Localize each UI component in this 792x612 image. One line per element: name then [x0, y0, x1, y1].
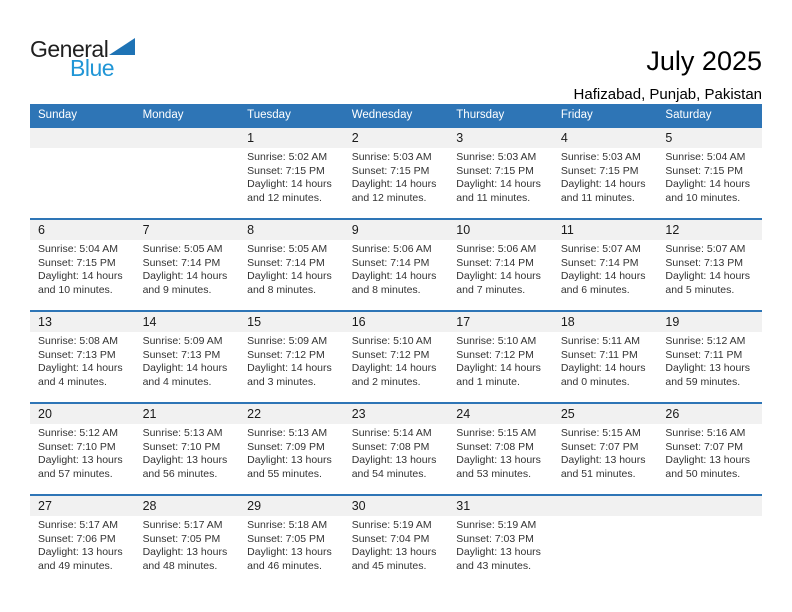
day-number [30, 128, 135, 148]
weekday-monday: Monday [142, 109, 184, 121]
day-cell [553, 516, 658, 586]
day-detail-line: Sunset: 7:07 PM [560, 440, 639, 453]
day-cell [239, 240, 344, 310]
day-detail-line: Sunset: 7:15 PM [560, 164, 639, 177]
day-detail-line: Sunset: 7:14 PM [351, 256, 430, 269]
day-detail-line: Sunset: 7:14 PM [560, 256, 639, 269]
day-number-band [30, 496, 762, 516]
day-number: 5 [665, 131, 673, 145]
day-detail-line: Sunrise: 5:10 AM [456, 335, 537, 347]
day-detail-line: and 6 minutes. [560, 283, 630, 296]
day-detail-line: Sunrise: 5:17 AM [38, 519, 118, 531]
day-detail-line: Daylight: 14 hours [665, 270, 751, 282]
day-detail-line: Daylight: 13 hours [560, 454, 646, 466]
day-number: 19 [665, 315, 680, 329]
day-detail-line: Daylight: 14 hours [38, 362, 123, 374]
day-detail-line: Daylight: 14 hours [247, 362, 332, 374]
day-detail-line: and 8 minutes. [351, 283, 421, 296]
day-detail-line: and 5 minutes. [665, 283, 735, 296]
day-number: 29 [247, 499, 262, 513]
day-cell [135, 516, 240, 586]
day-detail-line: and 12 minutes. [247, 191, 322, 204]
day-detail-line: Sunset: 7:05 PM [142, 532, 221, 545]
day-number: 15 [247, 315, 262, 329]
day-detail-line: Sunset: 7:13 PM [142, 348, 221, 361]
day-detail-line: and 48 minutes. [142, 559, 218, 572]
day-detail-line: Sunset: 7:07 PM [665, 440, 744, 453]
day-detail-line: Daylight: 13 hours [247, 546, 332, 558]
day-number: 13 [38, 315, 52, 329]
day-detail-line: Sunset: 7:14 PM [247, 256, 325, 269]
logo-text-general: General [30, 36, 109, 62]
day-detail-line: Sunrise: 5:12 AM [38, 427, 118, 439]
day-detail-line: Sunset: 7:10 PM [142, 440, 221, 453]
day-cell [135, 332, 240, 402]
day-detail-line: and 54 minutes. [351, 467, 427, 480]
day-detail-line: Sunrise: 5:08 AM [38, 335, 118, 347]
day-cell [239, 332, 344, 402]
day-number [135, 128, 240, 148]
day-detail-line: and 10 minutes. [38, 283, 113, 296]
day-cell [657, 424, 762, 494]
day-detail-line: and 56 minutes. [142, 467, 218, 480]
day-number: 16 [351, 315, 366, 329]
day-cell [657, 148, 762, 218]
day-detail-line: and 11 minutes. [560, 191, 635, 204]
day-detail-line: Sunrise: 5:02 AM [247, 151, 328, 163]
day-detail-line: Sunrise: 5:03 AM [351, 151, 432, 163]
day-number: 17 [456, 315, 471, 329]
day-content-row [30, 148, 762, 218]
day-content-row [30, 332, 762, 402]
day-detail-line: and 9 minutes. [142, 283, 212, 296]
day-cell [344, 516, 449, 586]
day-detail-line: Sunrise: 5:11 AM [560, 335, 641, 347]
day-detail-line: Sunset: 7:06 PM [38, 532, 116, 545]
day-detail-line: Daylight: 14 hours [351, 362, 437, 374]
day-number-band [30, 312, 762, 332]
top-bar [30, 0, 762, 104]
day-cell [553, 332, 658, 402]
day-cell [657, 240, 762, 310]
day-cell [30, 516, 135, 586]
day-detail-line: Sunset: 7:12 PM [456, 348, 534, 361]
day-number: 1 [247, 131, 255, 145]
day-number: 27 [38, 499, 52, 513]
day-detail-line: and 8 minutes. [247, 283, 317, 296]
day-detail-line: and 57 minutes. [38, 467, 113, 480]
day-detail-line: Sunset: 7:15 PM [38, 256, 116, 269]
weekday-friday: Friday [560, 109, 593, 121]
day-detail-line: Daylight: 13 hours [665, 454, 751, 466]
day-cell [239, 516, 344, 586]
day-detail-line: Sunrise: 5:19 AM [456, 519, 537, 531]
weekday-header-row [30, 104, 762, 126]
day-number: 21 [142, 407, 157, 421]
day-number: 2 [351, 131, 359, 145]
day-detail-line: Daylight: 14 hours [351, 270, 437, 282]
day-detail-line: Sunset: 7:10 PM [38, 440, 116, 453]
day-cell [344, 332, 449, 402]
day-number: 25 [560, 407, 575, 421]
weekday-saturday: Saturday [665, 109, 712, 121]
day-cell [344, 148, 449, 218]
day-number [553, 496, 658, 516]
day-number-band [30, 220, 762, 240]
day-detail-line: Daylight: 14 hours [142, 270, 228, 282]
day-detail-line: Sunset: 7:11 PM [665, 348, 743, 361]
day-detail-line: Sunset: 7:09 PM [247, 440, 325, 453]
day-detail-line: and 45 minutes. [351, 559, 427, 572]
day-detail-line: Sunset: 7:14 PM [142, 256, 221, 269]
day-detail-line: and 10 minutes. [665, 191, 741, 204]
day-number: 10 [456, 223, 471, 237]
day-detail-line: Sunset: 7:11 PM [560, 348, 638, 361]
day-number-band [30, 128, 762, 148]
day-detail-line: and 46 minutes. [247, 559, 322, 572]
day-number: 12 [665, 223, 680, 237]
day-detail-line: and 49 minutes. [38, 559, 113, 572]
day-detail-line: Sunrise: 5:03 AM [456, 151, 537, 163]
day-detail-line: Daylight: 13 hours [38, 454, 123, 466]
day-detail-line: Daylight: 14 hours [247, 270, 332, 282]
day-number [657, 496, 762, 516]
day-number-band [30, 404, 762, 424]
day-detail-line: Sunrise: 5:12 AM [665, 335, 746, 347]
day-number: 30 [351, 499, 366, 513]
day-detail-line: Sunrise: 5:18 AM [247, 519, 328, 531]
day-cell [448, 516, 553, 586]
day-detail-line: Sunrise: 5:19 AM [351, 519, 432, 531]
day-detail-line: Sunrise: 5:17 AM [142, 519, 223, 531]
day-detail-line: Daylight: 14 hours [560, 178, 646, 190]
week-row [30, 218, 762, 310]
day-detail-line: Sunrise: 5:13 AM [247, 427, 328, 439]
week-row [30, 126, 762, 218]
week-row [30, 402, 762, 494]
day-detail-line: and 4 minutes. [38, 375, 107, 388]
day-detail-line: Daylight: 13 hours [38, 546, 123, 558]
day-cell [657, 516, 762, 586]
page-title: July 2025 [646, 46, 762, 76]
day-cell [448, 148, 553, 218]
day-detail-line: Sunset: 7:15 PM [351, 164, 430, 177]
day-content-row [30, 424, 762, 494]
day-number: 28 [142, 499, 157, 513]
day-detail-line: and 2 minutes. [351, 375, 421, 388]
day-cell [135, 148, 240, 218]
day-number: 23 [351, 407, 366, 421]
day-cell [239, 424, 344, 494]
day-content-row [30, 240, 762, 310]
day-detail-line: Sunset: 7:03 PM [456, 532, 534, 545]
day-cell [30, 424, 135, 494]
day-detail-line: and 51 minutes. [560, 467, 636, 480]
day-number: 18 [560, 315, 575, 329]
day-detail-line: and 12 minutes. [351, 191, 427, 204]
day-detail-line: Sunrise: 5:05 AM [247, 243, 328, 255]
day-detail-line: Sunset: 7:12 PM [351, 348, 430, 361]
day-detail-line: Sunrise: 5:09 AM [142, 335, 223, 347]
day-cell [553, 240, 658, 310]
general-blue-logo [30, 38, 135, 80]
day-detail-line: Sunrise: 5:15 AM [560, 427, 641, 439]
day-detail-line: and 55 minutes. [247, 467, 322, 480]
weekday-thursday: Thursday [456, 109, 505, 121]
day-detail-line: and 53 minutes. [456, 467, 531, 480]
day-detail-line: Daylight: 13 hours [142, 454, 228, 466]
day-detail-line: Daylight: 13 hours [456, 454, 541, 466]
day-number: 22 [247, 407, 262, 421]
day-detail-line: Sunrise: 5:10 AM [351, 335, 432, 347]
day-detail-line: Daylight: 14 hours [38, 270, 123, 282]
weekday-sunday: Sunday [38, 109, 78, 121]
day-detail-line: Sunset: 7:15 PM [247, 164, 325, 177]
day-detail-line: and 4 minutes. [142, 375, 212, 388]
day-cell [344, 240, 449, 310]
day-number: 14 [142, 315, 157, 329]
day-cell [657, 332, 762, 402]
day-detail-line: Daylight: 14 hours [456, 270, 541, 282]
day-detail-line: Sunset: 7:13 PM [38, 348, 116, 361]
day-detail-line: and 11 minutes. [456, 191, 531, 204]
logo-text-blue: Blue [70, 55, 115, 81]
day-cell [553, 148, 658, 218]
day-cell [344, 424, 449, 494]
day-number: 3 [456, 131, 464, 145]
day-cell [448, 240, 553, 310]
day-content-row [30, 516, 762, 586]
day-detail-line: Sunset: 7:15 PM [665, 164, 744, 177]
day-detail-line: Sunrise: 5:06 AM [456, 243, 537, 255]
day-number: 20 [38, 407, 52, 421]
day-detail-line: Daylight: 13 hours [247, 454, 332, 466]
day-cell [448, 424, 553, 494]
day-number: 31 [456, 499, 471, 513]
day-cell [239, 148, 344, 218]
day-detail-line: Sunrise: 5:07 AM [560, 243, 641, 255]
week-row [30, 494, 762, 586]
day-detail-line: Daylight: 14 hours [456, 178, 541, 190]
day-detail-line: Sunrise: 5:03 AM [560, 151, 641, 163]
day-number: 8 [247, 223, 255, 237]
day-detail-line: and 1 minute. [456, 375, 520, 388]
day-detail-line: Sunrise: 5:04 AM [665, 151, 746, 163]
day-cell [30, 240, 135, 310]
day-detail-line: Sunrise: 5:05 AM [142, 243, 223, 255]
day-detail-line: Sunrise: 5:06 AM [351, 243, 432, 255]
day-detail-line: Sunrise: 5:07 AM [665, 243, 746, 255]
day-cell [30, 332, 135, 402]
day-number: 4 [560, 131, 568, 145]
day-detail-line: Daylight: 13 hours [665, 362, 751, 374]
day-detail-line: Sunrise: 5:04 AM [38, 243, 118, 255]
day-detail-line: Sunset: 7:15 PM [456, 164, 534, 177]
day-detail-line: Daylight: 14 hours [142, 362, 228, 374]
weekday-wednesday: Wednesday [351, 109, 413, 121]
day-detail-line: and 3 minutes. [247, 375, 317, 388]
day-detail-line: and 43 minutes. [456, 559, 531, 572]
day-detail-line: Daylight: 13 hours [142, 546, 228, 558]
day-detail-line: Sunset: 7:14 PM [456, 256, 534, 269]
day-detail-line: Sunrise: 5:15 AM [456, 427, 537, 439]
day-detail-line: Daylight: 13 hours [351, 546, 437, 558]
day-cell [135, 240, 240, 310]
day-detail-line: Sunrise: 5:09 AM [247, 335, 328, 347]
day-detail-line: Daylight: 14 hours [351, 178, 437, 190]
day-detail-line: Sunset: 7:05 PM [247, 532, 325, 545]
day-detail-line: Daylight: 14 hours [665, 178, 751, 190]
day-detail-line: Sunset: 7:04 PM [351, 532, 430, 545]
day-detail-line: Daylight: 14 hours [456, 362, 541, 374]
weekday-tuesday: Tuesday [247, 109, 291, 121]
day-detail-line: Sunrise: 5:16 AM [665, 427, 746, 439]
day-cell [553, 424, 658, 494]
calendar [30, 104, 762, 586]
location-subtitle: Hafizabad, Punjab, Pakistan [573, 86, 762, 103]
day-detail-line: and 59 minutes. [665, 375, 741, 388]
day-detail-line: Sunset: 7:12 PM [247, 348, 325, 361]
week-row [30, 310, 762, 402]
day-detail-line: Sunset: 7:08 PM [351, 440, 430, 453]
day-detail-line: Daylight: 14 hours [560, 270, 646, 282]
day-detail-line: Daylight: 13 hours [456, 546, 541, 558]
day-detail-line: Sunrise: 5:13 AM [142, 427, 223, 439]
calendar-weeks [30, 126, 762, 586]
day-number: 9 [351, 223, 359, 237]
day-detail-line: Sunrise: 5:14 AM [351, 427, 432, 439]
day-detail-line: and 0 minutes. [560, 375, 630, 388]
day-cell [448, 332, 553, 402]
day-detail-line: Sunset: 7:13 PM [665, 256, 744, 269]
day-detail-line: and 7 minutes. [456, 283, 526, 296]
day-number: 11 [560, 223, 574, 237]
day-detail-line: and 50 minutes. [665, 467, 741, 480]
day-number: 7 [142, 223, 150, 237]
day-detail-line: Daylight: 13 hours [351, 454, 437, 466]
day-detail-line: Daylight: 14 hours [560, 362, 646, 374]
day-detail-line: Sunset: 7:08 PM [456, 440, 534, 453]
day-cell [30, 148, 135, 218]
day-number: 6 [38, 223, 45, 237]
day-number: 26 [665, 407, 680, 421]
day-cell [135, 424, 240, 494]
day-detail-line: Daylight: 14 hours [247, 178, 332, 190]
day-number: 24 [456, 407, 471, 421]
